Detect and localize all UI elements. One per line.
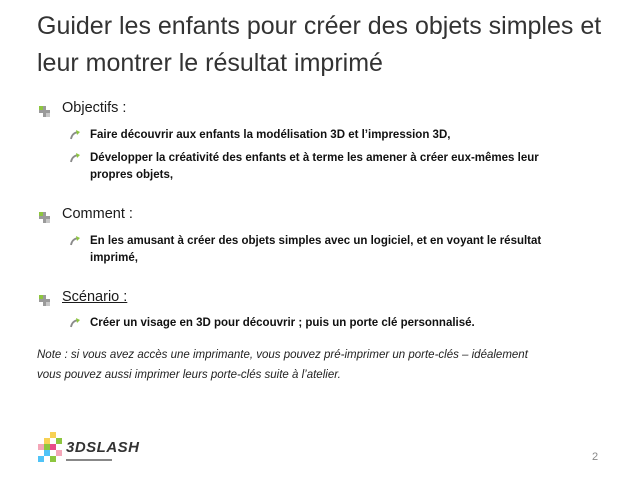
section-heading-comment: Comment : xyxy=(62,206,133,222)
3dslash-logo xyxy=(38,432,148,468)
list-item: Faire découvrir aux enfants la modélisation 3D et l’impression 3D, xyxy=(90,129,451,141)
note-text xyxy=(37,345,607,385)
section-heading-scenario: Scénario : xyxy=(62,289,128,305)
curved-arrow-icon xyxy=(70,153,80,163)
logo-text: 3DSLASH xyxy=(66,439,140,456)
list-item: En les amusant à créer des objets simples avec un logiciel, et en voyant le résultat xyxy=(90,235,542,247)
note-line-1: Note : si vous avez accès une imprimante, vous pouvez pré-imprimer un porte-clés – idéalement xyxy=(37,349,528,361)
list-item: Développer la créativité des enfants et à terme les amener à créer eux-mêmes leur xyxy=(90,152,539,164)
slide-title xyxy=(37,8,632,82)
title-line-1: Guider les enfants pour créer des objets simples et xyxy=(37,12,602,40)
title-line-2: leur montrer le résultat imprimé xyxy=(37,49,383,77)
page-number: 2 xyxy=(592,451,599,463)
plus-cross-icon xyxy=(39,295,50,306)
section-heading-objectifs: Objectifs : xyxy=(62,100,127,116)
list-item-continuation: propres objets, xyxy=(90,169,174,181)
curved-arrow-icon xyxy=(70,318,80,328)
note-line-2: vous pouvez aussi imprimer leurs porte-clés suite à l’atelier. xyxy=(37,369,341,381)
logo-tagline-bar xyxy=(66,459,112,461)
curved-arrow-icon xyxy=(70,236,80,246)
list-item-continuation: imprimé, xyxy=(90,252,138,264)
list-item: Créer un visage en 3D pour découvrir ; puis un porte clé personnalisé. xyxy=(90,317,475,329)
plus-cross-icon xyxy=(39,106,50,117)
plus-cross-icon xyxy=(39,212,50,223)
curved-arrow-icon xyxy=(70,130,80,140)
